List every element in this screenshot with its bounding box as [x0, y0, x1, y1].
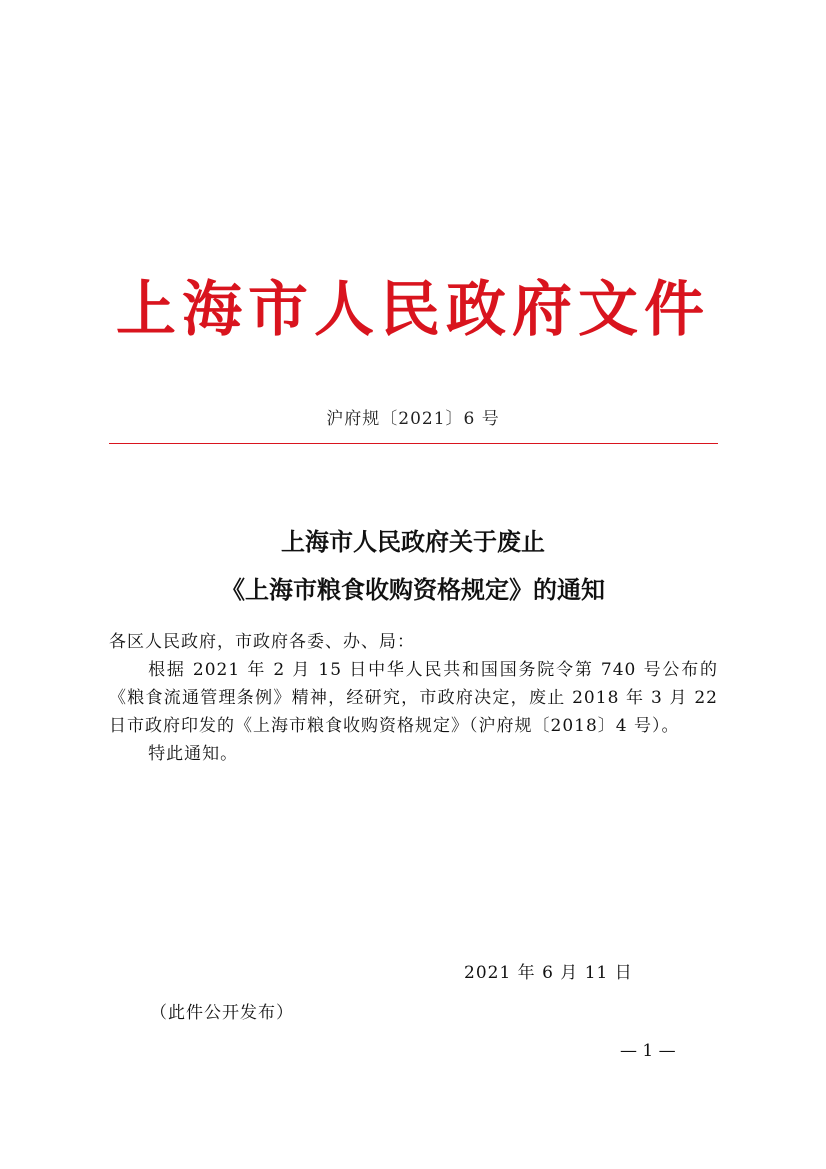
issue-date: 2021 年 6 月 11 日	[464, 963, 633, 983]
document-header-title: 上海市人民政府文件	[116, 275, 710, 345]
body-paragraph-2: 特此通知。	[148, 744, 239, 764]
body-paragraph-1: 根据 2021 年 2 月 15 日中华人民共和国国务院令第 740 号公布的《粮食流通管理条例》精神，经研究，市政府决定，废止 2018 年 3 月 22 日市政府印发的《上海市粮食收购资格规定》（沪府规〔2018〕4 号）。	[109, 660, 718, 736]
notice-title-line-2: 《上海市粮食收购资格规定》的通知	[221, 575, 605, 604]
notice-title	[0, 518, 826, 614]
document-number: 沪府规〔2021〕6 号	[326, 409, 500, 429]
page-number: — 1 —	[620, 1041, 676, 1061]
notice-title-line-1: 上海市人民政府关于废止	[281, 527, 545, 556]
salutation: 各区人民政府，市政府各委、办、局：	[109, 632, 415, 652]
red-divider-line	[109, 443, 718, 444]
notice-body	[109, 628, 718, 768]
publish-note: （此件公开发布）	[150, 1003, 294, 1023]
